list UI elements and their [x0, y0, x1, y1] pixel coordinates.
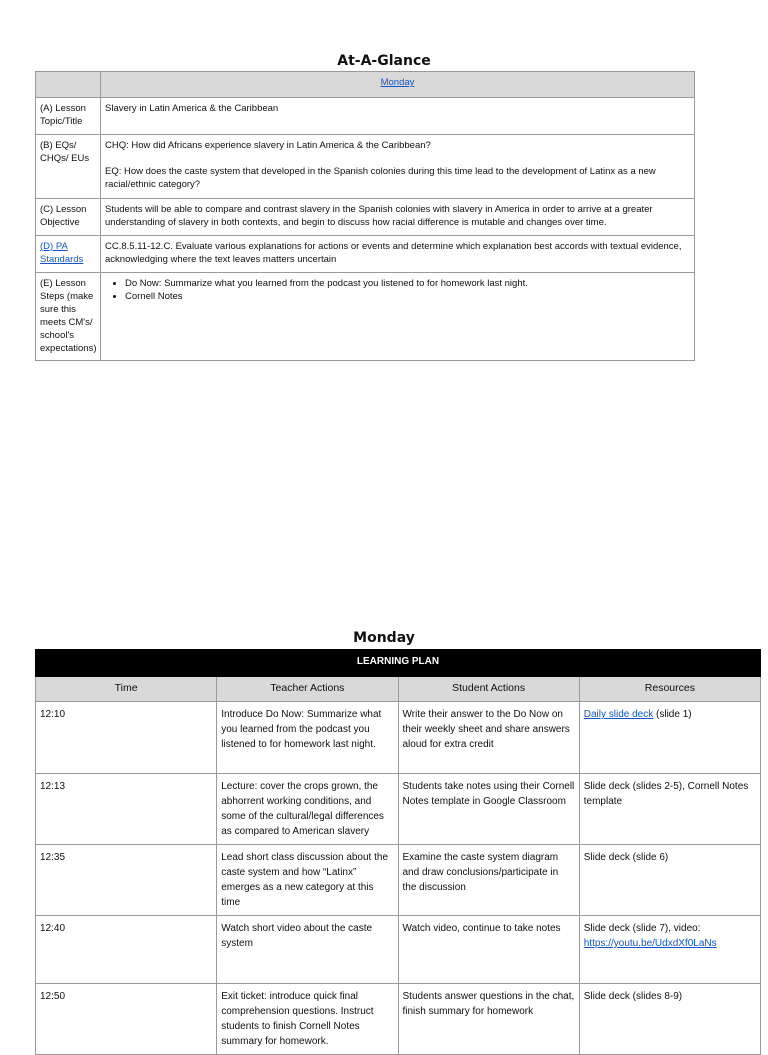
column-header-student: Student Actions	[398, 677, 579, 702]
table-row	[36, 702, 761, 774]
glance-row-topic	[36, 98, 695, 135]
list-item: • Cornell Notes	[125, 290, 690, 303]
row-label	[36, 236, 101, 273]
teacher-cell: Exit ticket: introduce quick final comprehension questions. Instruct students to finish Cornell Notes summary for homework.	[217, 984, 398, 1055]
student-cell: Write their answer to the Do Now on their weekly sheet and share answers aloud for extra credit	[398, 702, 579, 774]
student-cell: Examine the caste system diagram and draw conclusions/participate in the discussion	[398, 845, 579, 916]
row-content	[101, 273, 695, 361]
glance-day-header	[101, 72, 695, 98]
glance-row-eqs	[36, 135, 695, 199]
student-cell: Students take notes using their Cornell Notes template in Google Classroom	[398, 774, 579, 845]
time-cell: 12:35	[36, 845, 217, 916]
time-cell: 12:50	[36, 984, 217, 1055]
list-item: • Do Now: Summarize what you learned from the podcast you listened to for homework last night.	[125, 277, 690, 290]
steps-list	[105, 277, 690, 303]
column-header-resources: Resources	[579, 677, 760, 702]
row-content: CC.8.5.11-12.C. Evaluate various explanations for actions or events and determine which explanation best accords with textual evidence, acknowledging where the text leaves matters uncertain	[101, 236, 695, 273]
teacher-cell: Lead short class discussion about the caste system and how “Latinx” emerges as a new category at this time	[217, 845, 398, 916]
resource-cell	[579, 916, 760, 984]
row-content: Students will be able to compare and contrast slavery in the Spanish colonies with slavery in America in order to arrive at a greater understanding of slavery in both contexts, and begin to discuss how racial difference is mutable and changes over time.	[101, 199, 695, 236]
row-label: (C) Lesson Objective	[36, 199, 101, 236]
student-cell: Students answer questions in the chat, finish summary for homework	[398, 984, 579, 1055]
time-cell: 12:40	[36, 916, 217, 984]
daily-slide-deck-link[interactable]: Daily slide deck	[583, 709, 654, 720]
resource-cell: Slide deck (slide 6)	[579, 845, 760, 916]
time-cell: 12:13	[36, 774, 217, 845]
teacher-cell: Watch short video about the caste system	[217, 916, 398, 984]
table-row	[36, 774, 761, 845]
row-content	[101, 135, 695, 199]
time-cell: 12:10	[36, 702, 217, 774]
glance-row-standards	[36, 236, 695, 273]
table-row	[36, 916, 761, 984]
student-cell: Watch video, continue to take notes	[398, 916, 579, 984]
teacher-cell: Introduce Do Now: Summarize what you learned from the podcast you listened to for homework last night.	[217, 702, 398, 774]
glance-header-row	[36, 72, 695, 98]
row-label: (E) Lesson Steps (make sure this meets CM's/ school's expectations)	[36, 273, 101, 361]
eq-text: EQ: How does the caste system that developed in the Spanish colonies during this time lead to the development of Latinx as a new racial/ethnic category?	[105, 166, 656, 190]
learning-plan-header: LEARNING PLAN	[36, 650, 761, 677]
resource-text: (slide 1)	[653, 709, 692, 720]
learning-plan-table	[35, 649, 761, 1055]
teacher-cell: Lecture: cover the crops grown, the abhorrent working conditions, and some of the cultural/legal differences as compared to American slavery	[217, 774, 398, 845]
column-header-time: Time	[36, 677, 217, 702]
day-link-monday[interactable]: Monday	[380, 77, 415, 88]
column-header-row	[36, 677, 761, 702]
resource-cell: Slide deck (slides 8-9)	[579, 984, 760, 1055]
resource-cell: Slide deck (slides 2-5), Cornell Notes template	[579, 774, 760, 845]
plan-title: Monday	[353, 630, 415, 646]
at-a-glance-table	[35, 71, 695, 361]
resource-text: Slide deck (slide 7), video:	[583, 923, 701, 934]
glance-header-blank	[36, 72, 101, 98]
youtube-video-link[interactable]: https://youtu.be/UdxdXf0LaNs	[583, 938, 717, 949]
glance-row-steps	[36, 273, 695, 361]
row-label: (B) EQs/ CHQs/ EUs	[36, 135, 101, 199]
resource-cell	[579, 702, 760, 774]
chq-text: CHQ: How did Africans experience slavery in Latin America & the Caribbean?	[105, 140, 431, 151]
column-header-teacher: Teacher Actions	[217, 677, 398, 702]
pa-standards-link[interactable]: (D) PA Standards	[40, 241, 84, 265]
row-label: (A) Lesson Topic/Title	[36, 98, 101, 135]
glance-title: At-A-Glance	[337, 53, 431, 69]
table-row	[36, 984, 761, 1055]
table-row	[36, 845, 761, 916]
glance-row-objective	[36, 199, 695, 236]
learning-plan-header-row	[36, 650, 761, 677]
row-content: Slavery in Latin America & the Caribbean	[101, 98, 695, 135]
